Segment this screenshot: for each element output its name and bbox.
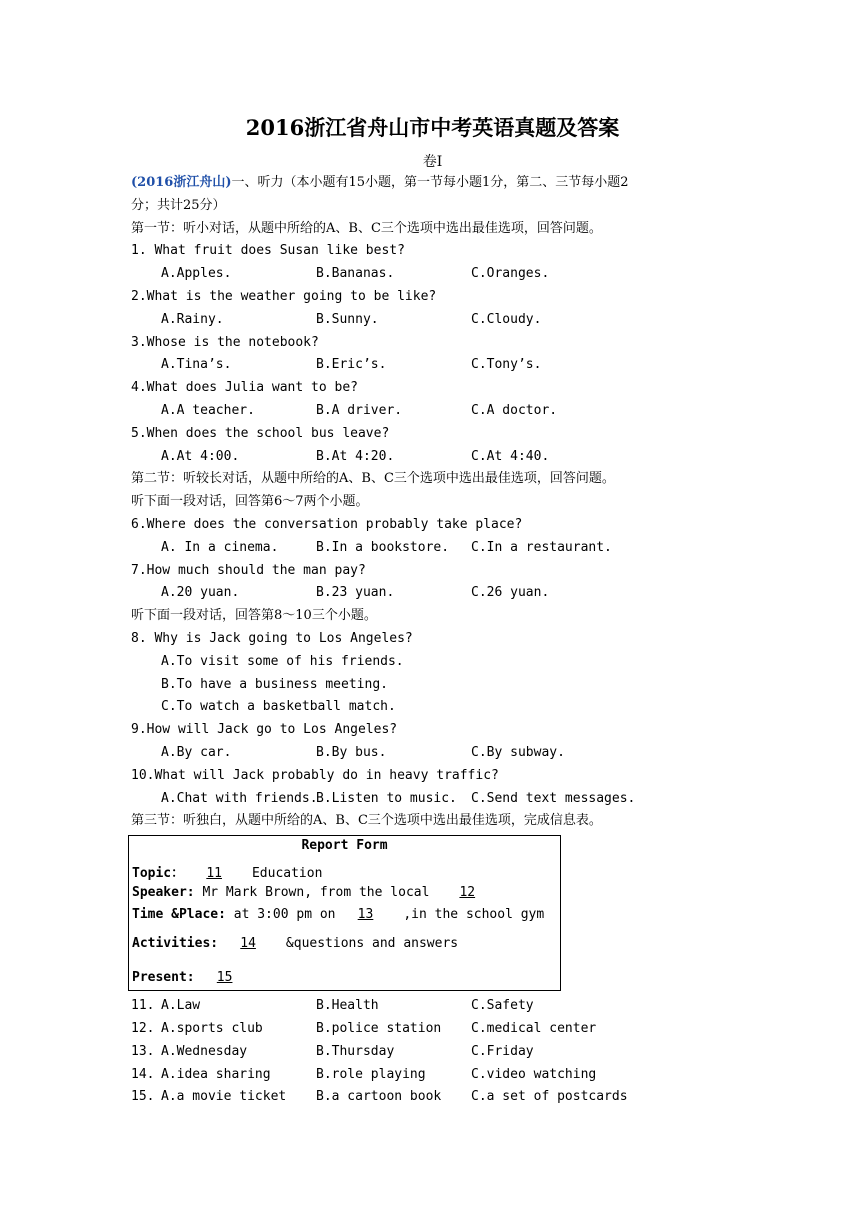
option-c: C.Friday — [471, 1043, 534, 1059]
question-3-options — [131, 354, 731, 377]
blank-12: 12 — [459, 885, 476, 901]
option-row-number: 11. — [131, 998, 155, 1014]
question-8: 8. Why is Jack going to Los Angeles? — [131, 630, 413, 646]
question-9: 9.How will Jack go to Los Angeles? — [131, 722, 398, 738]
option-a: A. In a cinema. — [161, 539, 279, 555]
blank-13: 13 — [357, 907, 374, 923]
form-time-row — [132, 907, 544, 922]
source-tag: (2016浙江舟山) — [131, 175, 232, 190]
option-b: B.role playing — [316, 1066, 426, 1082]
question-5-options — [131, 446, 731, 469]
question-1: 1. What fruit does Susan like best? — [131, 243, 405, 259]
question-8-option-c: C.To watch a basketball match. — [161, 699, 396, 715]
option-row-number: 12. — [131, 1020, 155, 1036]
option-b: B.Sunny. — [316, 311, 379, 327]
option-c: C.Safety — [471, 998, 534, 1014]
option-b: B.23 yuan. — [316, 585, 395, 601]
form-speaker-row — [132, 885, 497, 900]
option-b: B.Listen to music. — [316, 790, 457, 806]
option-b: B.A driver. — [316, 402, 403, 418]
question-8-option-a: A.To visit some of his friends. — [161, 653, 404, 669]
topic-label: Topic： — [132, 866, 185, 882]
question-9-options — [131, 742, 731, 765]
form-present-row — [132, 970, 255, 985]
option-b: B.a cartoon book — [316, 1089, 442, 1105]
question-2: 2.What is the weather going to be like? — [131, 288, 437, 304]
time-label: Time &Place: — [132, 907, 226, 923]
option-b: B.At 4:20. — [316, 448, 395, 464]
activities-label: Activities: — [132, 936, 219, 952]
question-6-options — [131, 537, 731, 560]
option-c: C.Oranges. — [471, 266, 550, 282]
activities-rest: &questions and answers — [278, 936, 459, 952]
exam-content — [131, 172, 731, 1109]
option-row-13 — [131, 1041, 731, 1064]
option-c: C.video watching — [471, 1066, 597, 1082]
option-b: B.police station — [316, 1020, 442, 1036]
option-c: C.In a restaurant. — [471, 539, 612, 555]
option-b: B.By bus. — [316, 744, 387, 760]
option-a: A.Rainy. — [161, 311, 224, 327]
option-row-15 — [131, 1086, 731, 1109]
option-row-number: 14. — [131, 1066, 155, 1082]
option-c: C.By subway. — [471, 744, 565, 760]
option-c: C.26 yuan. — [471, 585, 550, 601]
intro-text-1: 一、听力（本小题有15小题，第一节每小题1分，第二、三节每小题2 — [231, 175, 629, 190]
section2-note-1: 听下面一段对话，回答第6～7两个小题。 — [131, 494, 369, 510]
option-a: A.idea sharing — [161, 1066, 271, 1082]
option-a: A.Wednesday — [161, 1043, 248, 1059]
option-c: C.At 4:40. — [471, 448, 550, 464]
paper-volume-label: 卷Ⅰ — [422, 154, 443, 170]
question-6: 6.Where does the conversation probably take place? — [131, 516, 523, 532]
option-a: A.a movie ticket — [161, 1089, 287, 1105]
topic-rest: Education — [244, 866, 323, 882]
report-form-title: Report Form — [301, 838, 388, 854]
option-c: C.Send text messages. — [471, 790, 636, 806]
option-c: C.Cloudy. — [471, 311, 542, 327]
blank-11: 11 — [206, 866, 222, 882]
question-10-options — [131, 788, 731, 811]
form-topic-row — [132, 862, 322, 881]
option-a: A.By car. — [161, 744, 232, 760]
option-row-14 — [131, 1064, 731, 1087]
option-c: C.A doctor. — [471, 402, 558, 418]
option-a: A.Law — [161, 998, 201, 1014]
question-2-options — [131, 309, 731, 332]
section1-heading: 第一节：听小对话，从题中所给的A、B、C三个选项中选出最佳选项，回答问题。 — [131, 220, 602, 236]
option-b: B.Health — [316, 998, 379, 1014]
form-activities-row — [132, 936, 458, 951]
option-a: A.At 4:00. — [161, 448, 240, 464]
speaker-text: Mr Mark Brown, from the local — [194, 885, 438, 901]
report-form — [128, 835, 561, 991]
question-4: 4.What does Julia want to be? — [131, 380, 358, 396]
option-b: B.In a bookstore. — [316, 539, 450, 555]
question-10: 10.What will Jack probably do in heavy traffic? — [131, 767, 499, 783]
option-c: C.Tony’s. — [471, 357, 542, 373]
option-a: A.A teacher. — [161, 402, 255, 418]
option-c: C.medical center — [471, 1020, 597, 1036]
question-4-options — [131, 400, 731, 423]
page-title: 2016浙江省舟山市中考英语真题及答案 — [245, 115, 620, 140]
option-row-12 — [131, 1018, 731, 1041]
section3-heading: 第三节：听独白，从题中所给的A、B、C三个选项中选出最佳选项，完成信息表。 — [131, 813, 602, 829]
time-text: at 3:00 pm on — [225, 907, 336, 923]
option-row-number: 15. — [131, 1089, 155, 1105]
option-b: B.Eric’s. — [316, 357, 387, 373]
question-3: 3.Whose is the notebook? — [131, 334, 319, 350]
option-row-11 — [131, 995, 731, 1018]
question-1-options — [131, 263, 731, 286]
blank-14: 14 — [240, 936, 256, 952]
option-c: C.a set of postcards — [471, 1089, 628, 1105]
speaker-label: Speaker: — [132, 885, 195, 901]
option-a: A.Tina’s. — [161, 357, 232, 373]
option-b: B.Bananas. — [316, 266, 395, 282]
option-a: A.Chat with friends. — [161, 790, 318, 806]
question-5: 5.When does the school bus leave? — [131, 425, 390, 441]
option-b: B.Thursday — [316, 1043, 395, 1059]
present-label: Present: — [132, 970, 195, 986]
question-7-options — [131, 582, 731, 605]
section2-heading: 第二节：听较长对话，从题中所给的A、B、C三个选项中选出最佳选项，回答问题。 — [131, 471, 615, 487]
question-8-option-b: B.To have a business meeting. — [161, 676, 388, 692]
time-rest: ,in the school gym — [395, 907, 545, 923]
intro-line-1 — [131, 172, 731, 195]
blank-15: 15 — [216, 970, 233, 986]
option-a: A.Apples. — [161, 266, 232, 282]
option-a: A.sports club — [161, 1020, 263, 1036]
section2-note-2: 听下面一段对话，回答第8～10三个小题。 — [131, 608, 377, 624]
intro-line-2: 分；共计25分） — [131, 197, 226, 213]
question-7: 7.How much should the man pay? — [131, 562, 366, 578]
option-row-number: 13. — [131, 1043, 155, 1059]
option-a: A.20 yuan. — [161, 585, 240, 601]
